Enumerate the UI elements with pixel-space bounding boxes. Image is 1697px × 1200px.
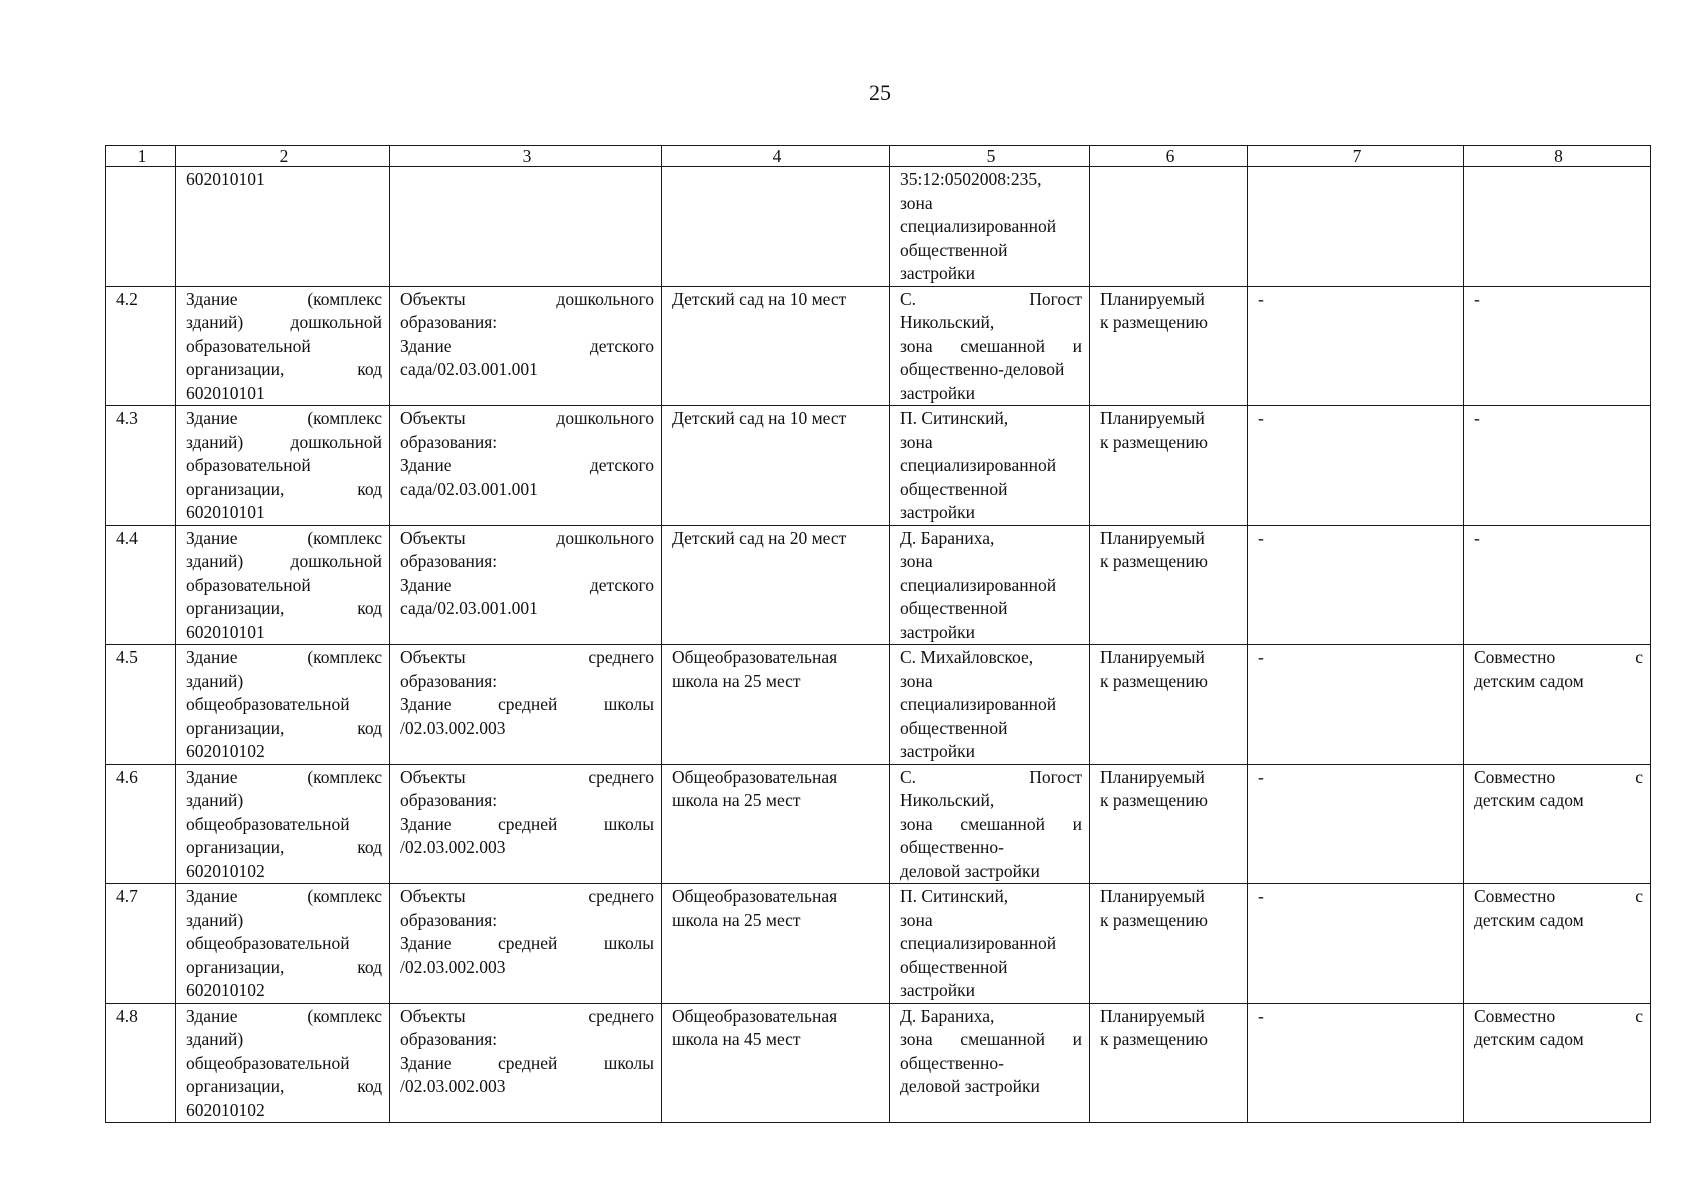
table-row [106,1003,1651,1123]
table-cell-c1 [106,525,176,645]
cell-line: школа на 25 мест [672,670,801,691]
facilities-table [105,145,1651,1123]
table-cell-c6 [1090,1003,1248,1123]
table-cell-c3 [390,884,662,1004]
cell-line: сада/02.03.001.001 [400,478,538,499]
cell-line: деловой застройки [900,860,1040,881]
table-cell-c2 [176,645,390,765]
cell-line: Объекты среднего [400,766,654,787]
column-header: 5 [890,146,1090,167]
cell-line: С. Погост [900,766,1082,787]
cell-line: зона смешанной и [900,813,1082,834]
cell-line: сада/02.03.001.001 [400,598,538,618]
table-row [106,884,1651,1004]
cell-line: общеобразовательной [186,1052,350,1073]
row-number: 4.2 [116,288,138,309]
cell-line: Общеобразовательная [672,647,838,667]
table-cell-c8 [1464,645,1651,765]
table-cell-c3 [390,645,662,765]
cell-line: С. Михайловское, [900,647,1034,667]
table-cell-c7 [1248,406,1464,526]
table-cell-c1 [106,1003,176,1123]
cell-value: - [1258,408,1264,428]
table-cell-c4 [662,286,890,406]
cell-line: Здание средней школы [400,694,654,714]
cell-line: зона [900,909,933,930]
cell-line: Планируемый [1100,886,1205,906]
cell-line: образования: [400,1029,498,1049]
table-cell-c4 [662,406,890,526]
cell-line: 602010102 [186,860,265,881]
cell-line: зданий) дошкольной [186,551,382,571]
row-number: 4.8 [116,1005,138,1026]
cell-line: зона [900,192,933,213]
table-cell-c7 [1248,286,1464,406]
table-cell-c4 [662,167,890,287]
cell-line: образовательной [186,455,311,475]
cell-line: застройки [900,382,976,403]
header-row [106,146,1651,167]
cell-line: организации, код [186,478,382,499]
cell-line: к размещению [1100,790,1208,810]
cell-line: Планируемый [1100,288,1205,309]
cell-line: Здание (комплекс [186,288,382,309]
cell-line: Общеобразовательная [672,1005,838,1026]
cell-line: школа на 25 мест [672,909,801,930]
cell-line: общественно-деловой [900,359,1065,379]
cell-line: Планируемый [1100,527,1205,548]
cell-line: зона [900,670,933,691]
cell-line: застройки [900,502,976,522]
cell-line: общеобразовательной [186,813,350,834]
cell-line: к размещению [1100,909,1208,930]
cell-line: Объекты среднего [400,886,654,906]
cell-line: зданий) дошкольной [186,431,382,452]
table-cell-c8 [1464,167,1651,287]
cell-line: общественно- [900,1052,1004,1073]
column-header: 1 [106,146,176,167]
cell-line: Детский сад на 10 мест [672,408,847,428]
cell-line: специализированной [900,694,1057,714]
cell-line: к размещению [1100,551,1208,571]
cell-line: образования: [400,909,498,930]
cell-line: организации, код [186,598,382,618]
cell-line: организации, код [186,1076,382,1096]
cell-line: образования: [400,670,498,691]
cell-line: к размещению [1100,1029,1208,1049]
table-row [106,764,1651,884]
cell-line: образования: [400,551,498,571]
cell-line: П. Ситинский, [900,886,1009,906]
cell-line: застройки [900,621,976,642]
table-cell-c4 [662,645,890,765]
cell-line: 602010101 [186,621,265,642]
cell-line: образования: [400,790,498,810]
table-cell-c3 [390,167,662,287]
cell-line: Общеобразовательная [672,766,838,787]
column-header: 7 [1248,146,1464,167]
cell-line: 602010102 [186,1099,265,1120]
table-cell-c1 [106,167,176,287]
cell-line: Объекты среднего [400,647,654,667]
cell-line: детским садом [1474,670,1584,691]
table-row [106,525,1651,645]
cell-value: - [1258,766,1264,787]
cell-line: Здание детского [400,455,654,475]
cell-line: зона смешанной и [900,1029,1082,1049]
cell-line: застройки [900,263,976,283]
cell-line: школа на 45 мест [672,1029,801,1049]
cell-line: детским садом [1474,1029,1584,1049]
cell-line: - [1474,408,1480,428]
cell-line: Здание (комплекс [186,1005,382,1026]
cell-line: образовательной [186,574,311,595]
table-cell-c5 [890,1003,1090,1123]
table-row [106,645,1651,765]
cell-line: организации, код [186,837,382,857]
table-cell-c7 [1248,645,1464,765]
cell-line: - [1474,288,1480,309]
cell-line: 602010101 [186,382,265,403]
table-cell-c5 [890,645,1090,765]
column-header: 4 [662,146,890,167]
table-cell-c2 [176,286,390,406]
cell-line: Планируемый [1100,766,1205,787]
cell-line: /02.03.002.003 [400,837,506,857]
cell-line: к размещению [1100,312,1208,332]
cell-line: Здание (комплекс [186,766,382,787]
cell-line: зданий) [186,670,244,691]
cell-line: Здание (комплекс [186,408,382,428]
table-cell-c5 [890,525,1090,645]
table-cell-c7 [1248,764,1464,884]
cell-line: Никольский, [900,790,995,810]
cell-line: Д. Бараниха, [900,1005,995,1026]
table-cell-c5 [890,406,1090,526]
cell-line: организации, код [186,359,382,379]
cell-line: специализированной [900,455,1057,475]
table-cell-c8 [1464,525,1651,645]
cell-line: школа на 25 мест [672,790,801,810]
cell-line: Здание детского [400,574,654,595]
row-number: 4.6 [116,766,138,787]
table-cell-c2 [176,406,390,526]
table-cell-c6 [1090,645,1248,765]
cell-line: 602010101 [186,169,265,189]
table-cell-c1 [106,645,176,765]
cell-line: Здание средней школы [400,933,654,953]
cell-line: Планируемый [1100,408,1205,428]
table-cell-c2 [176,884,390,1004]
row-number: 4.4 [116,527,138,548]
table-cell-c4 [662,884,890,1004]
cell-line: Детский сад на 20 мест [672,527,847,548]
cell-line: организации, код [186,717,382,738]
cell-line: специализированной [900,574,1057,595]
cell-line: образования: [400,312,498,332]
cell-line: образовательной [186,335,311,356]
cell-line: зданий) дошкольной [186,312,382,332]
table-cell-c7 [1248,525,1464,645]
cell-line: /02.03.002.003 [400,1076,506,1096]
cell-line: Планируемый [1100,647,1205,667]
cell-line: Совместно с [1474,766,1643,787]
cell-line: 602010102 [186,980,265,1000]
cell-line: общественной [900,598,1008,618]
cell-line: П. Ситинский, [900,408,1009,428]
table-cell-c2 [176,764,390,884]
cell-line: детским садом [1474,909,1584,930]
column-header: 2 [176,146,390,167]
cell-line: Д. Бараниха, [900,527,995,548]
table-cell-c3 [390,764,662,884]
cell-line: /02.03.002.003 [400,956,506,977]
cell-line: Здание (комплекс [186,527,382,548]
table-cell-c2 [176,525,390,645]
cell-line: застройки [900,741,976,761]
table-cell-c7 [1248,167,1464,287]
table-row [106,406,1651,526]
cell-line: Совместно с [1474,647,1643,667]
table-cell-c3 [390,406,662,526]
cell-line: Объекты среднего [400,1005,654,1026]
cell-line: Планируемый [1100,1005,1205,1026]
cell-line: к размещению [1100,431,1208,452]
cell-line: С. Погост [900,288,1082,309]
cell-line: 602010101 [186,502,265,522]
cell-line: общественно- [900,837,1004,857]
cell-line: Здание средней школы [400,1052,654,1073]
cell-line: зона смешанной и [900,335,1082,356]
cell-line: Объекты дошкольного [400,408,654,428]
cell-line: сада/02.03.001.001 [400,359,538,379]
table-cell-c1 [106,764,176,884]
cell-line: Общеобразовательная [672,886,838,906]
table-cell-c7 [1248,884,1464,1004]
table-cell-c6 [1090,286,1248,406]
table-cell-c4 [662,525,890,645]
table-cell-c4 [662,1003,890,1123]
cell-value: - [1258,886,1264,906]
table-row [106,167,1651,287]
table-cell-c8 [1464,764,1651,884]
cell-line: Здание (комплекс [186,647,382,667]
cell-line: застройки [900,980,976,1000]
cell-line: общеобразовательной [186,933,350,953]
table-cell-c3 [390,1003,662,1123]
table-cell-c5 [890,167,1090,287]
column-header: 3 [390,146,662,167]
cell-line: Объекты дошкольного [400,288,654,309]
cell-line: Совместно с [1474,886,1643,906]
cell-line: Здание детского [400,335,654,356]
cell-line: /02.03.002.003 [400,717,506,738]
cell-line: Объекты дошкольного [400,527,654,548]
cell-value: - [1258,288,1264,309]
table-cell-c2 [176,167,390,287]
table-cell-c5 [890,884,1090,1004]
cell-line: Здание средней школы [400,813,654,834]
cell-line: - [1474,527,1480,548]
cell-line: образования: [400,431,498,452]
table-cell-c6 [1090,884,1248,1004]
table-row [106,286,1651,406]
cell-line: общественной [900,478,1008,499]
row-number: 4.7 [116,886,138,906]
cell-line: Совместно с [1474,1005,1643,1026]
table-cell-c6 [1090,525,1248,645]
cell-line: 602010102 [186,741,265,761]
cell-line: Здание (комплекс [186,886,382,906]
page-number: 25 [869,80,891,105]
cell-line: общественной [900,717,1008,738]
cell-line: детским садом [1474,790,1584,810]
table-cell-c6 [1090,764,1248,884]
table-cell-c8 [1464,884,1651,1004]
cell-line: общественной [900,956,1008,977]
table-cell-c8 [1464,286,1651,406]
cell-value: - [1258,527,1264,548]
cell-value: - [1258,1005,1264,1026]
table-cell-c6 [1090,167,1248,287]
cell-line: Никольский, [900,312,995,332]
cell-line: к размещению [1100,670,1208,691]
table-cell-c1 [106,884,176,1004]
cell-line: 35:12:0502008:235, [900,169,1042,189]
cell-value: - [1258,647,1264,667]
cell-line: зона [900,551,933,571]
table-cell-c1 [106,286,176,406]
cell-line: организации, код [186,956,382,977]
cell-line: деловой застройки [900,1076,1040,1096]
cell-line: зданий) [186,909,244,930]
table-cell-c2 [176,1003,390,1123]
column-header: 8 [1464,146,1651,167]
cell-line: специализированной [900,216,1057,236]
table-cell-c7 [1248,1003,1464,1123]
table-cell-c6 [1090,406,1248,526]
table-cell-c5 [890,286,1090,406]
cell-line: общеобразовательной [186,694,350,714]
cell-line: общественной [900,239,1008,260]
table-cell-c1 [106,406,176,526]
table-cell-c4 [662,764,890,884]
table-cell-c5 [890,764,1090,884]
cell-line: Детский сад на 10 мест [672,288,847,309]
cell-line: специализированной [900,933,1057,953]
row-number: 4.5 [116,647,138,667]
row-number: 4.3 [116,408,138,428]
table-cell-c3 [390,286,662,406]
cell-line: зданий) [186,790,244,810]
column-header: 6 [1090,146,1248,167]
cell-line: зданий) [186,1029,244,1049]
cell-line: зона [900,431,933,452]
table-cell-c3 [390,525,662,645]
table-cell-c8 [1464,406,1651,526]
table-cell-c8 [1464,1003,1651,1123]
